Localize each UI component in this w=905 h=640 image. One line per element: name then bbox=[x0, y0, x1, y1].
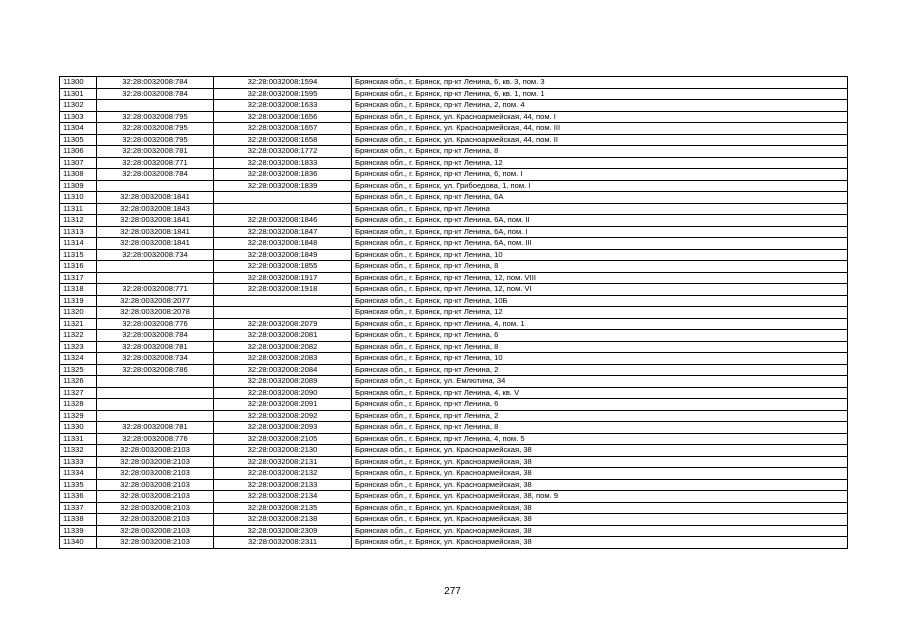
parcel-number-cell: 32:28:0032008:734 bbox=[97, 249, 214, 261]
object-number-cell: 32:28:0032008:2309 bbox=[214, 525, 352, 537]
address-cell: Брянская обл., г. Брянск, ул. Красноармейская, 44, пом. I bbox=[352, 111, 848, 123]
parcel-number-cell: 32:28:0032008:2103 bbox=[97, 502, 214, 514]
table-row bbox=[60, 169, 848, 181]
row-number-cell: 11337 bbox=[60, 502, 97, 514]
parcel-number-cell: 32:28:0032008:784 bbox=[97, 77, 214, 89]
row-number-cell: 11329 bbox=[60, 410, 97, 422]
object-number-cell: 32:28:0032008:2105 bbox=[214, 433, 352, 445]
object-number-cell bbox=[214, 192, 352, 204]
address-cell: Брянская обл., г. Брянск, пр-кт Ленина, 10 bbox=[352, 353, 848, 365]
row-number-cell: 11331 bbox=[60, 433, 97, 445]
row-number-cell: 11301 bbox=[60, 88, 97, 100]
parcel-number-cell: 32:28:0032008:771 bbox=[97, 284, 214, 296]
address-cell: Брянская обл., г. Брянск, пр-кт Ленина, 2, пом. 4 bbox=[352, 100, 848, 112]
object-number-cell: 32:28:0032008:2092 bbox=[214, 410, 352, 422]
registry-table-body bbox=[60, 77, 848, 549]
object-number-cell: 32:28:0032008:2079 bbox=[214, 318, 352, 330]
address-cell: Брянская обл., г. Брянск, ул. Красноармейская, 38 bbox=[352, 514, 848, 526]
object-number-cell: 32:28:0032008:2089 bbox=[214, 376, 352, 388]
table-row bbox=[60, 157, 848, 169]
object-number-cell: 32:28:0032008:2083 bbox=[214, 353, 352, 365]
address-cell: Брянская обл., г. Брянск, пр-кт Ленина, 4, кв. V bbox=[352, 387, 848, 399]
table-row bbox=[60, 295, 848, 307]
object-number-cell: 32:28:0032008:1633 bbox=[214, 100, 352, 112]
table-row bbox=[60, 111, 848, 123]
object-number-cell: 32:28:0032008:1855 bbox=[214, 261, 352, 273]
address-cell: Брянская обл., г. Брянск, пр-кт Ленина, 6А, пом. II bbox=[352, 215, 848, 227]
row-number-cell: 11315 bbox=[60, 249, 97, 261]
parcel-number-cell: 32:28:0032008:795 bbox=[97, 111, 214, 123]
table-row bbox=[60, 456, 848, 468]
registry-table bbox=[59, 76, 848, 549]
parcel-number-cell: 32:28:0032008:2103 bbox=[97, 491, 214, 503]
table-row bbox=[60, 376, 848, 388]
row-number-cell: 11313 bbox=[60, 226, 97, 238]
object-number-cell: 32:28:0032008:2090 bbox=[214, 387, 352, 399]
row-number-cell: 11300 bbox=[60, 77, 97, 89]
address-cell: Брянская обл., г. Брянск, пр-кт Ленина, 4, пом. 5 bbox=[352, 433, 848, 445]
address-cell: Брянская обл., г. Брянск, пр-кт Ленина bbox=[352, 203, 848, 215]
row-number-cell: 11318 bbox=[60, 284, 97, 296]
address-cell: Брянская обл., г. Брянск, пр-кт Ленина, 6 bbox=[352, 399, 848, 411]
object-number-cell: 32:28:0032008:2132 bbox=[214, 468, 352, 480]
address-cell: Брянская обл., г. Брянск, пр-кт Ленина, 2 bbox=[352, 364, 848, 376]
object-number-cell: 32:28:0032008:2131 bbox=[214, 456, 352, 468]
address-cell: Брянская обл., г. Брянск, пр-кт Ленина, 6А bbox=[352, 192, 848, 204]
parcel-number-cell: 32:28:0032008:1841 bbox=[97, 192, 214, 204]
parcel-number-cell: 32:28:0032008:786 bbox=[97, 364, 214, 376]
parcel-number-cell: 32:28:0032008:1841 bbox=[97, 238, 214, 250]
table-row bbox=[60, 433, 848, 445]
row-number-cell: 11306 bbox=[60, 146, 97, 158]
parcel-number-cell: 32:28:0032008:2103 bbox=[97, 514, 214, 526]
row-number-cell: 11311 bbox=[60, 203, 97, 215]
row-number-cell: 11326 bbox=[60, 376, 97, 388]
row-number-cell: 11304 bbox=[60, 123, 97, 135]
table-row bbox=[60, 479, 848, 491]
parcel-number-cell: 32:28:0032008:781 bbox=[97, 422, 214, 434]
table-row bbox=[60, 502, 848, 514]
row-number-cell: 11309 bbox=[60, 180, 97, 192]
address-cell: Брянская обл., г. Брянск, пр-кт Ленина, 12 bbox=[352, 307, 848, 319]
address-cell: Брянская обл., г. Брянск, ул. Красноармейская, 38 bbox=[352, 468, 848, 480]
parcel-number-cell bbox=[97, 100, 214, 112]
parcel-number-cell: 32:28:0032008:2103 bbox=[97, 456, 214, 468]
parcel-number-cell bbox=[97, 387, 214, 399]
address-cell: Брянская обл., г. Брянск, ул. Красноармейская, 38 bbox=[352, 537, 848, 549]
parcel-number-cell: 32:28:0032008:2103 bbox=[97, 445, 214, 457]
address-cell: Брянская обл., г. Брянск, пр-кт Ленина, 4, пом. 1 bbox=[352, 318, 848, 330]
address-cell: Брянская обл., г. Брянск, пр-кт Ленина, 6А, пом. III bbox=[352, 238, 848, 250]
parcel-number-cell: 32:28:0032008:734 bbox=[97, 353, 214, 365]
object-number-cell: 32:28:0032008:1917 bbox=[214, 272, 352, 284]
table-row bbox=[60, 491, 848, 503]
object-number-cell: 32:28:0032008:2081 bbox=[214, 330, 352, 342]
table-row bbox=[60, 203, 848, 215]
object-number-cell: 32:28:0032008:2084 bbox=[214, 364, 352, 376]
row-number-cell: 11316 bbox=[60, 261, 97, 273]
address-cell: Брянская обл., г. Брянск, ул. Красноармейская, 38 bbox=[352, 479, 848, 491]
object-number-cell: 32:28:0032008:1849 bbox=[214, 249, 352, 261]
row-number-cell: 11325 bbox=[60, 364, 97, 376]
row-number-cell: 11332 bbox=[60, 445, 97, 457]
table-row bbox=[60, 238, 848, 250]
row-number-cell: 11310 bbox=[60, 192, 97, 204]
page-number: 277 bbox=[444, 586, 461, 597]
address-cell: Брянская обл., г. Брянск, ул. Красноармейская, 38 bbox=[352, 445, 848, 457]
parcel-number-cell: 32:28:0032008:784 bbox=[97, 330, 214, 342]
row-number-cell: 11339 bbox=[60, 525, 97, 537]
object-number-cell: 32:28:0032008:2138 bbox=[214, 514, 352, 526]
parcel-number-cell: 32:28:0032008:781 bbox=[97, 341, 214, 353]
table-row bbox=[60, 353, 848, 365]
row-number-cell: 11324 bbox=[60, 353, 97, 365]
address-cell: Брянская обл., г. Брянск, пр-кт Ленина, 12, пом. VI bbox=[352, 284, 848, 296]
object-number-cell: 32:28:0032008:2135 bbox=[214, 502, 352, 514]
parcel-number-cell: 32:28:0032008:781 bbox=[97, 146, 214, 158]
object-number-cell: 32:28:0032008:1846 bbox=[214, 215, 352, 227]
address-cell: Брянская обл., г. Брянск, пр-кт Ленина, 6, пом. I bbox=[352, 169, 848, 181]
object-number-cell: 32:28:0032008:1657 bbox=[214, 123, 352, 135]
address-cell: Брянская обл., г. Брянск, ул. Красноармейская, 38 bbox=[352, 502, 848, 514]
row-number-cell: 11340 bbox=[60, 537, 97, 549]
row-number-cell: 11327 bbox=[60, 387, 97, 399]
table-row bbox=[60, 537, 848, 549]
address-cell: Брянская обл., г. Брянск, пр-кт Ленина, 6А, пом. I bbox=[352, 226, 848, 238]
table-row bbox=[60, 364, 848, 376]
object-number-cell: 32:28:0032008:1833 bbox=[214, 157, 352, 169]
table-row bbox=[60, 272, 848, 284]
table-row bbox=[60, 410, 848, 422]
parcel-number-cell: 32:28:0032008:2103 bbox=[97, 468, 214, 480]
row-number-cell: 11308 bbox=[60, 169, 97, 181]
row-number-cell: 11322 bbox=[60, 330, 97, 342]
address-cell: Брянская обл., г. Брянск, ул. Грибоедова, 1, пом. I bbox=[352, 180, 848, 192]
address-cell: Брянская обл., г. Брянск, пр-кт Ленина, 12 bbox=[352, 157, 848, 169]
parcel-number-cell: 32:28:0032008:1841 bbox=[97, 226, 214, 238]
table-row bbox=[60, 192, 848, 204]
parcel-number-cell: 32:28:0032008:2078 bbox=[97, 307, 214, 319]
object-number-cell: 32:28:0032008:2093 bbox=[214, 422, 352, 434]
address-cell: Брянская обл., г. Брянск, ул. Емлютина, 34 bbox=[352, 376, 848, 388]
row-number-cell: 11317 bbox=[60, 272, 97, 284]
object-number-cell bbox=[214, 307, 352, 319]
table-row bbox=[60, 226, 848, 238]
object-number-cell: 32:28:0032008:1656 bbox=[214, 111, 352, 123]
row-number-cell: 11328 bbox=[60, 399, 97, 411]
table-row bbox=[60, 422, 848, 434]
table-row bbox=[60, 525, 848, 537]
parcel-number-cell bbox=[97, 272, 214, 284]
parcel-number-cell bbox=[97, 410, 214, 422]
parcel-number-cell: 32:28:0032008:1843 bbox=[97, 203, 214, 215]
object-number-cell: 32:28:0032008:1847 bbox=[214, 226, 352, 238]
row-number-cell: 11321 bbox=[60, 318, 97, 330]
parcel-number-cell: 32:28:0032008:795 bbox=[97, 123, 214, 135]
object-number-cell: 32:28:0032008:1839 bbox=[214, 180, 352, 192]
table-row bbox=[60, 514, 848, 526]
table-row bbox=[60, 468, 848, 480]
table-row bbox=[60, 215, 848, 227]
parcel-number-cell bbox=[97, 376, 214, 388]
address-cell: Брянская обл., г. Брянск, ул. Красноармейская, 44, пом. III bbox=[352, 123, 848, 135]
object-number-cell: 32:28:0032008:2130 bbox=[214, 445, 352, 457]
row-number-cell: 11323 bbox=[60, 341, 97, 353]
object-number-cell: 32:28:0032008:2311 bbox=[214, 537, 352, 549]
parcel-number-cell: 32:28:0032008:776 bbox=[97, 433, 214, 445]
address-cell: Брянская обл., г. Брянск, пр-кт Ленина, 8 bbox=[352, 422, 848, 434]
object-number-cell: 32:28:0032008:1595 bbox=[214, 88, 352, 100]
table-row bbox=[60, 249, 848, 261]
parcel-number-cell: 32:28:0032008:784 bbox=[97, 88, 214, 100]
row-number-cell: 11320 bbox=[60, 307, 97, 319]
object-number-cell: 32:28:0032008:1836 bbox=[214, 169, 352, 181]
table-row bbox=[60, 88, 848, 100]
object-number-cell: 32:28:0032008:1772 bbox=[214, 146, 352, 158]
table-row bbox=[60, 318, 848, 330]
address-cell: Брянская обл., г. Брянск, пр-кт Ленина, 6, кв. 3, пом. 3 bbox=[352, 77, 848, 89]
parcel-number-cell: 32:28:0032008:784 bbox=[97, 169, 214, 181]
row-number-cell: 11330 bbox=[60, 422, 97, 434]
row-number-cell: 11334 bbox=[60, 468, 97, 480]
table-row bbox=[60, 261, 848, 273]
parcel-number-cell: 32:28:0032008:1841 bbox=[97, 215, 214, 227]
row-number-cell: 11312 bbox=[60, 215, 97, 227]
table-row bbox=[60, 146, 848, 158]
object-number-cell: 32:28:0032008:2082 bbox=[214, 341, 352, 353]
table-row bbox=[60, 123, 848, 135]
parcel-number-cell bbox=[97, 399, 214, 411]
row-number-cell: 11319 bbox=[60, 295, 97, 307]
parcel-number-cell: 32:28:0032008:2103 bbox=[97, 537, 214, 549]
table-row bbox=[60, 180, 848, 192]
object-number-cell: 32:28:0032008:1918 bbox=[214, 284, 352, 296]
address-cell: Брянская обл., г. Брянск, ул. Красноармейская, 44, пом. II bbox=[352, 134, 848, 146]
address-cell: Брянская обл., г. Брянск, пр-кт Ленина, 10 bbox=[352, 249, 848, 261]
table-row bbox=[60, 330, 848, 342]
table-row bbox=[60, 387, 848, 399]
address-cell: Брянская обл., г. Брянск, ул. Красноармейская, 38, пом. 9 bbox=[352, 491, 848, 503]
row-number-cell: 11314 bbox=[60, 238, 97, 250]
address-cell: Брянская обл., г. Брянск, ул. Красноармейская, 38 bbox=[352, 525, 848, 537]
parcel-number-cell bbox=[97, 261, 214, 273]
table-row bbox=[60, 77, 848, 89]
object-number-cell: 32:28:0032008:1594 bbox=[214, 77, 352, 89]
address-cell: Брянская обл., г. Брянск, пр-кт Ленина, 12, пом. VIII bbox=[352, 272, 848, 284]
row-number-cell: 11335 bbox=[60, 479, 97, 491]
table-row bbox=[60, 399, 848, 411]
object-number-cell bbox=[214, 295, 352, 307]
address-cell: Брянская обл., г. Брянск, пр-кт Ленина, 10Б bbox=[352, 295, 848, 307]
table-row bbox=[60, 100, 848, 112]
address-cell: Брянская обл., г. Брянск, пр-кт Ленина, 6, кв. 1, пом. 1 bbox=[352, 88, 848, 100]
object-number-cell: 32:28:0032008:1848 bbox=[214, 238, 352, 250]
address-cell: Брянская обл., г. Брянск, пр-кт Ленина, 2 bbox=[352, 410, 848, 422]
object-number-cell: 32:28:0032008:2091 bbox=[214, 399, 352, 411]
parcel-number-cell: 32:28:0032008:776 bbox=[97, 318, 214, 330]
row-number-cell: 11307 bbox=[60, 157, 97, 169]
address-cell: Брянская обл., г. Брянск, пр-кт Ленина, 6 bbox=[352, 330, 848, 342]
parcel-number-cell: 32:28:0032008:2103 bbox=[97, 479, 214, 491]
table-row bbox=[60, 445, 848, 457]
table-row bbox=[60, 284, 848, 296]
parcel-number-cell: 32:28:0032008:795 bbox=[97, 134, 214, 146]
object-number-cell: 32:28:0032008:2133 bbox=[214, 479, 352, 491]
table-row bbox=[60, 341, 848, 353]
row-number-cell: 11333 bbox=[60, 456, 97, 468]
object-number-cell: 32:28:0032008:2134 bbox=[214, 491, 352, 503]
row-number-cell: 11303 bbox=[60, 111, 97, 123]
row-number-cell: 11305 bbox=[60, 134, 97, 146]
object-number-cell: 32:28:0032008:1658 bbox=[214, 134, 352, 146]
table-row bbox=[60, 134, 848, 146]
row-number-cell: 11302 bbox=[60, 100, 97, 112]
parcel-number-cell bbox=[97, 180, 214, 192]
parcel-number-cell: 32:28:0032008:2103 bbox=[97, 525, 214, 537]
parcel-number-cell: 32:28:0032008:771 bbox=[97, 157, 214, 169]
address-cell: Брянская обл., г. Брянск, пр-кт Ленина, 8 bbox=[352, 146, 848, 158]
address-cell: Брянская обл., г. Брянск, пр-кт Ленина, 8 bbox=[352, 261, 848, 273]
row-number-cell: 11338 bbox=[60, 514, 97, 526]
table-row bbox=[60, 307, 848, 319]
address-cell: Брянская обл., г. Брянск, пр-кт Ленина, 8 bbox=[352, 341, 848, 353]
parcel-number-cell: 32:28:0032008:2077 bbox=[97, 295, 214, 307]
address-cell: Брянская обл., г. Брянск, ул. Красноармейская, 38 bbox=[352, 456, 848, 468]
row-number-cell: 11336 bbox=[60, 491, 97, 503]
object-number-cell bbox=[214, 203, 352, 215]
